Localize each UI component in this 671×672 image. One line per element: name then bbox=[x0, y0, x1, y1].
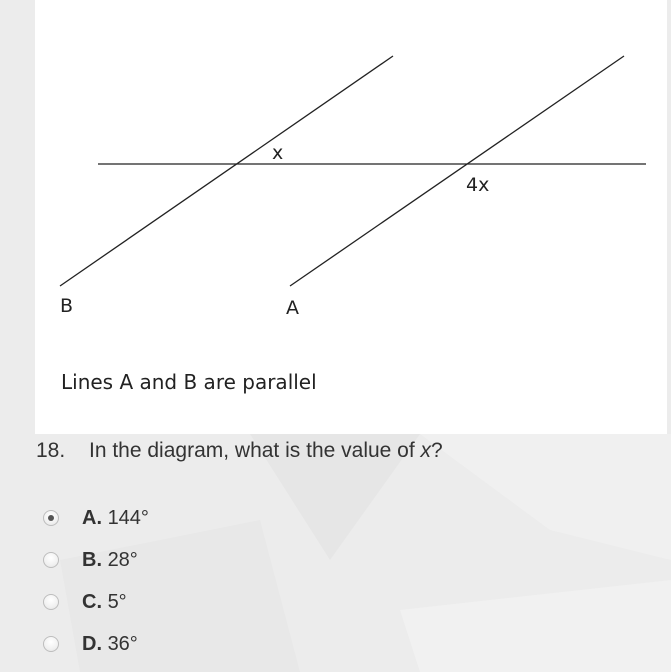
question-prompt bbox=[36, 439, 443, 463]
option-letter: D. bbox=[82, 632, 102, 655]
question-end: ? bbox=[431, 439, 443, 462]
question-variable: x bbox=[420, 439, 432, 462]
radio-button-selected[interactable] bbox=[43, 510, 59, 526]
line-a bbox=[290, 56, 624, 286]
line-label-a: A bbox=[286, 297, 299, 319]
diagram-caption: Lines A and B are parallel bbox=[61, 370, 317, 394]
option-letter: A. bbox=[82, 506, 102, 529]
option-label bbox=[82, 591, 127, 614]
diagram-card bbox=[35, 0, 667, 434]
option-label bbox=[82, 507, 149, 530]
option-label bbox=[82, 633, 138, 656]
option-value: 28° bbox=[107, 548, 138, 571]
angle-label-4x: 4x bbox=[466, 174, 490, 196]
parallel-lines-diagram bbox=[35, 0, 667, 434]
option-letter: B. bbox=[82, 548, 102, 571]
option-c[interactable] bbox=[43, 587, 293, 617]
line-b bbox=[60, 56, 393, 286]
option-value: 36° bbox=[107, 632, 138, 655]
option-d[interactable] bbox=[43, 629, 293, 659]
question-text: In the diagram, what is the value of bbox=[89, 439, 421, 462]
question-number: 18. bbox=[36, 439, 66, 462]
radio-button[interactable] bbox=[43, 594, 59, 610]
radio-button[interactable] bbox=[43, 636, 59, 652]
option-a[interactable] bbox=[43, 503, 293, 533]
line-label-b: B bbox=[60, 295, 74, 317]
option-label bbox=[82, 549, 138, 572]
angle-label-x: x bbox=[272, 142, 284, 164]
option-letter: C. bbox=[82, 590, 102, 613]
option-b[interactable] bbox=[43, 545, 293, 575]
radio-button[interactable] bbox=[43, 552, 59, 568]
option-value: 5° bbox=[107, 590, 127, 613]
option-value: 144° bbox=[107, 506, 149, 529]
